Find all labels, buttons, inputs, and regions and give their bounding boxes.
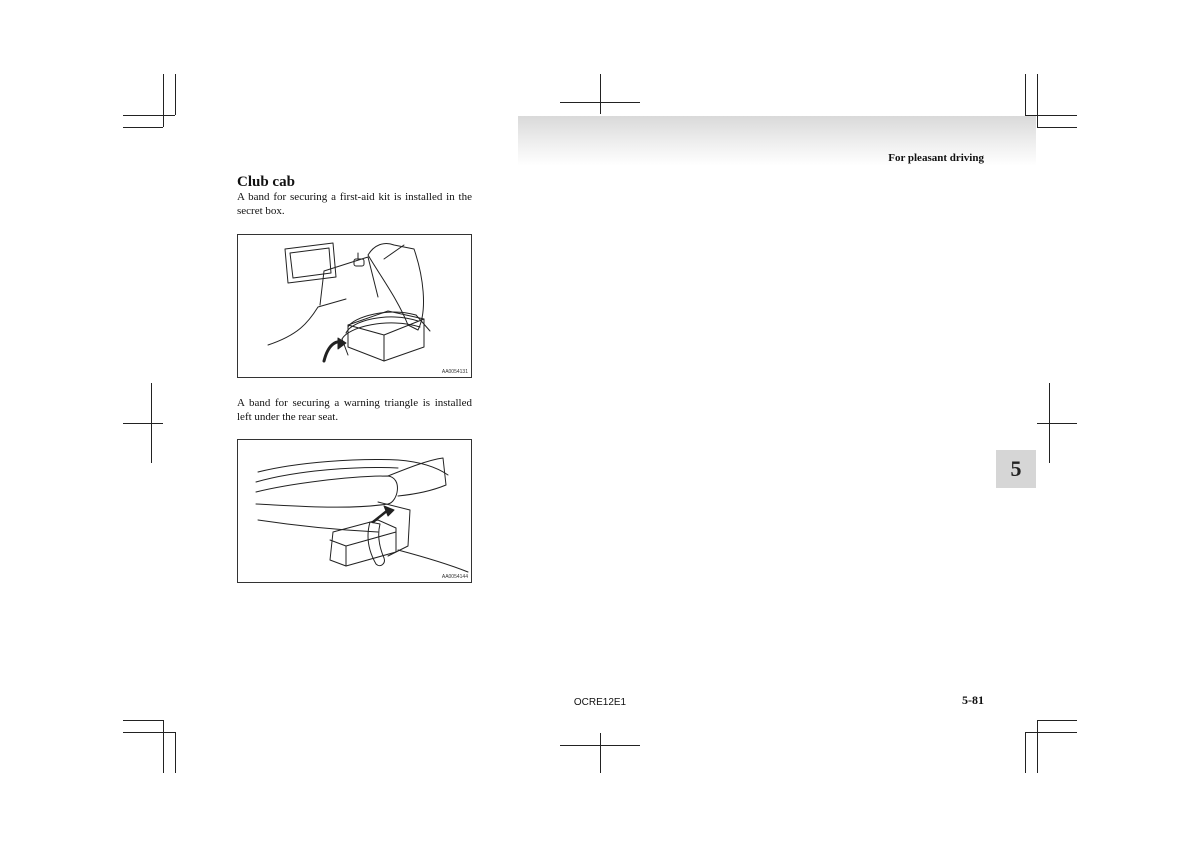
crop-mark (1025, 732, 1026, 773)
figure-warning-triangle-band (237, 439, 472, 583)
crop-mark (163, 720, 164, 773)
paragraph-first-aid: A band for securing a first-aid kit is installed in the secret box. (237, 191, 472, 217)
registration-mark (600, 733, 601, 773)
figure-code: AA0054131 (441, 369, 468, 375)
registration-mark (123, 423, 163, 424)
crop-mark (175, 732, 176, 773)
crop-mark (1025, 74, 1026, 115)
rear-seat-illustration (238, 440, 471, 582)
crop-mark (123, 720, 163, 721)
chapter-number: 5 (1010, 456, 1022, 481)
figure-code: AA0054144 (441, 574, 468, 580)
section-heading: Club cab (237, 174, 295, 190)
section-title: For pleasant driving (888, 152, 984, 164)
crop-mark (1025, 732, 1077, 733)
registration-mark (1037, 423, 1077, 424)
crop-mark (175, 74, 176, 115)
registration-mark (1049, 383, 1050, 463)
registration-mark (600, 74, 601, 114)
paragraph-warning-triangle: A band for securing a warning triangle is installed left under the rear seat. (237, 397, 472, 423)
secret-box-illustration (238, 235, 471, 377)
chapter-tab (996, 450, 1036, 488)
crop-mark (1037, 74, 1038, 127)
figure-first-aid-kit-band (237, 234, 472, 378)
crop-mark (123, 732, 175, 733)
crop-mark (163, 74, 164, 127)
crop-mark (1037, 720, 1077, 721)
crop-mark (123, 127, 163, 128)
registration-mark (151, 383, 152, 463)
crop-mark (123, 115, 175, 116)
page-number: 5-81 (962, 693, 984, 707)
crop-mark (1037, 720, 1038, 773)
document-code: OCRE12E1 (573, 697, 627, 708)
crop-mark (1037, 127, 1077, 128)
